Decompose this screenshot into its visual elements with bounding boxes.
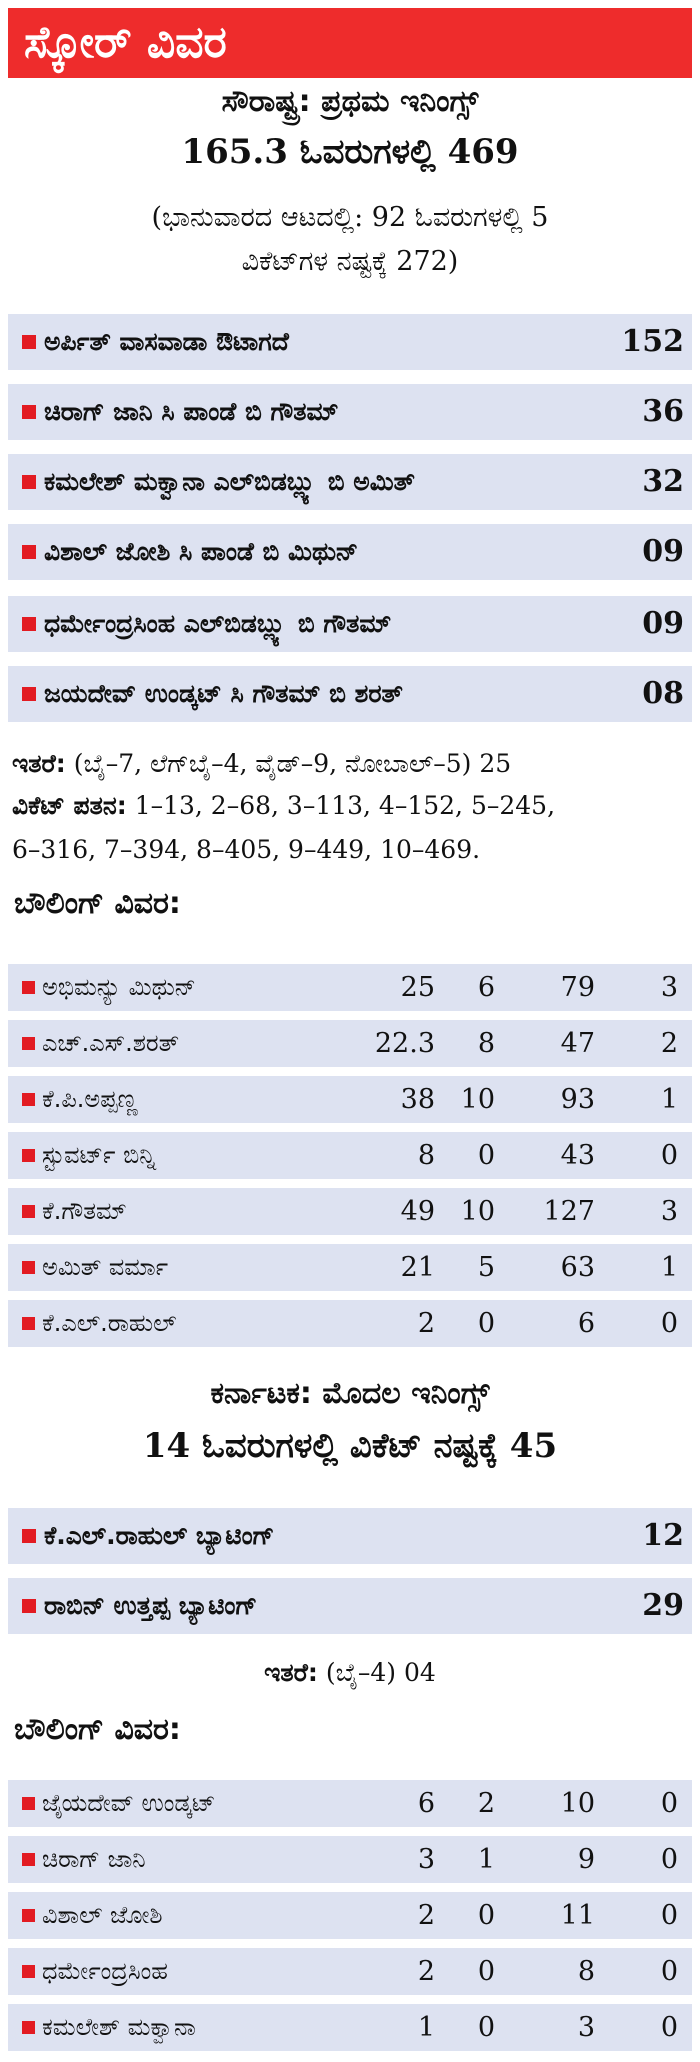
bowler-runs: 11 — [560, 1900, 595, 1931]
bowler-name: ಕೆ.ಎಲ್.ರಾಹುಲ್ — [42, 1309, 177, 1337]
batting-row — [8, 524, 692, 580]
bowler-runs: 3 — [577, 2012, 595, 2043]
bowler-wickets: 0 — [660, 1308, 678, 1339]
bowler-runs: 47 — [560, 1028, 595, 1059]
bowler-wickets: 1 — [660, 1252, 678, 1283]
bullet-square-icon — [22, 1599, 36, 1613]
bowler-runs: 8 — [577, 1956, 595, 1987]
bowler-runs: 43 — [560, 1140, 595, 1171]
bowler-overs: 21 — [400, 1252, 435, 1283]
bowling-row — [8, 1300, 692, 1347]
bullet-square-icon — [22, 405, 36, 419]
bullet-square-icon — [22, 545, 36, 559]
bullet-square-icon — [22, 1205, 35, 1218]
bowler-overs: 2 — [417, 1956, 435, 1987]
batting-row — [8, 454, 692, 510]
batsman-runs: 29 — [642, 1588, 684, 1623]
bowling-row — [8, 1948, 692, 1995]
bowling-row — [8, 1836, 692, 1883]
bowler-maidens: 2 — [477, 1788, 495, 1819]
bowler-name: ವಿಶಾಲ್ ಜೋಶಿ — [42, 1901, 163, 1929]
bullet-square-icon — [22, 1317, 35, 1330]
bowler-name: ಧರ್ಮೇಂದ್ರಸಿಂಹ — [42, 1957, 168, 1985]
batting-row — [8, 1508, 692, 1564]
bowler-runs: 79 — [560, 972, 595, 1003]
bowling-row — [8, 1244, 692, 1291]
bowler-name: ಕೆ.ಪಿ.ಅಪ್ಪಣ್ಣ — [42, 1085, 138, 1113]
bullet-square-icon — [22, 687, 36, 701]
fall-of-wickets-value: 1–13, 2–68, 3–113, 4–152, 5–245, — [134, 791, 556, 820]
batsman-dismissal: ಅರ್ಪಿತ್ ವಾಸವಾಡಾ ಔಟಾಗದೆ — [44, 327, 289, 356]
batsman-dismissal: ಜಯದೇವ್ ಉಂಡ್ಕಟ್ ಸಿ ಗೌತಮ್ ಬಿ ಶರತ್ — [44, 679, 403, 708]
bowler-wickets: 0 — [660, 1788, 678, 1819]
bowler-maidens: 0 — [477, 1308, 495, 1339]
bowling-row — [8, 2004, 692, 2051]
karnataka-innings-heading: ಕರ್ನಾಟಕ: ಮೊದಲ ಇನಿಂಗ್ಸ್ — [210, 1376, 490, 1411]
bowling-row — [8, 1892, 692, 1939]
bowler-name: ಚಿರಾಗ್ ಜಾನಿ — [42, 1845, 146, 1873]
bowler-maidens: 5 — [477, 1252, 495, 1283]
batting-row — [8, 384, 692, 440]
bowler-overs: 2 — [417, 1900, 435, 1931]
bullet-square-icon — [22, 1149, 35, 1162]
bowler-wickets: 0 — [660, 1140, 678, 1171]
bowler-overs: 38 — [400, 1084, 435, 1115]
bullet-square-icon — [22, 981, 35, 994]
bowler-wickets: 1 — [660, 1084, 678, 1115]
bullet-square-icon — [22, 1909, 35, 1922]
batsman-runs: 09 — [642, 606, 684, 641]
bowler-runs: 127 — [543, 1196, 595, 1227]
bowler-maidens: 1 — [477, 1844, 495, 1875]
bowler-runs: 93 — [560, 1084, 595, 1115]
bowler-wickets: 0 — [660, 2012, 678, 2043]
saurashtra-day-note-line1: (ಭಾನುವಾರದ ಆಟದಲ್ಲಿ: 92 ಓವರುಗಳಲ್ಲಿ 5 — [151, 202, 549, 233]
bowler-wickets: 0 — [660, 1956, 678, 1987]
fall-of-wickets-label: ವಿಕೆಟ್ ಪತನ: — [12, 791, 127, 820]
extras-label: ಇತರೆ: — [12, 749, 66, 778]
bowling-row — [8, 1780, 692, 1827]
bowler-maidens: 0 — [477, 1956, 495, 1987]
bowler-overs: 8 — [417, 1140, 435, 1171]
bowler-name: ಸ್ಟುವರ್ಟ್ ಬಿನ್ನಿ — [42, 1141, 156, 1169]
bowler-wickets: 3 — [660, 972, 678, 1003]
bowling-row — [8, 964, 692, 1011]
bowling-heading: ಬೌಲಿಂಗ್ ವಿವರ: — [14, 1712, 181, 1747]
batsman-runs: 32 — [642, 464, 684, 499]
bowler-maidens: 0 — [477, 2012, 495, 2043]
bowler-name: ಎಚ್.ಎಸ್.ಶರತ್ — [42, 1029, 180, 1057]
saurashtra-innings-heading: ಸೌರಾಷ್ಟ್ರ: ಪ್ರಥಮ ಇನಿಂಗ್ಸ್ — [221, 84, 479, 119]
bowler-name: ಜೈಯದೇವ್ ಉಂಡ್ಕಟ್ — [42, 1789, 216, 1817]
bullet-square-icon — [22, 1853, 35, 1866]
bowler-name: ಕಮಲೇಶ್ ಮಕ್ವಾನಾ — [42, 2013, 196, 2041]
extras-value: (ಬೈ–4) 04 — [325, 1658, 436, 1687]
bowler-overs: 25 — [400, 972, 435, 1003]
bowler-overs: 22.3 — [374, 1028, 435, 1059]
bowling-row — [8, 1132, 692, 1179]
karnataka-total-score: 14 ಓವರುಗಳಲ್ಲಿ ವಿಕೆಟ್ ನಷ್ಟಕ್ಕೆ 45 — [142, 1426, 558, 1466]
batsman-dismissal: ಚಿರಾಗ್ ಜಾನಿ ಸಿ ಪಾಂಡೆ ಬಿ ಗೌತಮ್ — [44, 397, 339, 426]
bowler-overs: 2 — [417, 1308, 435, 1339]
batsman-status: ರಾಬಿನ್ ಉತ್ತಪ್ಪ ಬ್ಯಾಟಿಂಗ್ — [44, 1591, 258, 1620]
extras-label: ಇತರೆ: — [264, 1658, 318, 1687]
bowler-maidens: 10 — [460, 1084, 495, 1115]
bullet-square-icon — [22, 1529, 36, 1543]
bowler-wickets: 0 — [660, 1844, 678, 1875]
batsman-runs: 09 — [642, 534, 684, 569]
batsman-status: ಕೆ.ಎಲ್.ರಾಹುಲ್ ಬ್ಯಾಟಿಂಗ್ — [44, 1521, 275, 1550]
bowler-name: ಅಮಿತ್ ವರ್ಮಾ — [42, 1253, 169, 1281]
scorecard-banner: ಸ್ಕೋರ್ ವಿವರ — [8, 8, 692, 78]
batsman-runs: 152 — [621, 324, 684, 359]
bowler-overs: 6 — [417, 1788, 435, 1819]
batsman-dismissal: ವಿಶಾಲ್ ಜೋಶಿ ಸಿ ಪಾಂಡೆ ಬಿ ಮಿಥುನ್ — [44, 537, 359, 566]
batting-row — [8, 1578, 692, 1634]
bullet-square-icon — [22, 617, 36, 631]
bowler-maidens: 6 — [477, 972, 495, 1003]
bowler-overs: 3 — [417, 1844, 435, 1875]
batting-row — [8, 666, 692, 722]
batting-row — [8, 596, 692, 652]
saurashtra-total-score: 165.3 ಓವರುಗಳಲ್ಲಿ 469 — [181, 132, 519, 172]
extras-value: (ಬೈ–7, ಲೆಗ್‌ಬೈ–4, ವೈಡ್–9, ನೋಬಾಲ್–5) 25 — [73, 749, 512, 778]
bowler-overs: 49 — [400, 1196, 435, 1227]
bowling-row — [8, 1020, 692, 1067]
batsman-runs: 36 — [642, 394, 684, 429]
bowler-runs: 10 — [560, 1788, 595, 1819]
fall-of-wickets-line1 — [12, 786, 688, 826]
batsman-runs: 12 — [642, 1518, 684, 1553]
bowler-overs: 1 — [417, 2012, 435, 2043]
fall-of-wickets-value: 6–316, 7–394, 8–405, 9–449, 10–469. — [12, 835, 481, 864]
bowler-maidens: 0 — [477, 1140, 495, 1171]
batsman-dismissal: ಕಮಲೇಶ್ ಮಕ್ವಾನಾ ಎಲ್‌ಬಿಡಬ್ಲ್ಯು ಬಿ ಅಮಿತ್ — [44, 467, 415, 496]
bowler-wickets: 3 — [660, 1196, 678, 1227]
bowler-runs: 6 — [577, 1308, 595, 1339]
bowler-maidens: 0 — [477, 1900, 495, 1931]
bullet-square-icon — [22, 2021, 35, 2034]
bowling-heading: ಬೌಲಿಂಗ್ ವಿವರ: — [14, 886, 181, 921]
bowler-runs: 63 — [560, 1252, 595, 1283]
karnataka-extras-line — [0, 1658, 700, 1688]
bullet-square-icon — [22, 1093, 35, 1106]
bowling-row — [8, 1076, 692, 1123]
bullet-square-icon — [22, 335, 36, 349]
bullet-square-icon — [22, 1965, 35, 1978]
bowler-name: ಕೆ.ಗೌತಮ್ — [42, 1197, 127, 1225]
bowler-maidens: 10 — [460, 1196, 495, 1227]
bowler-name: ಅಭಿಮನ್ಯು ಮಿಥುನ್ — [42, 973, 196, 1001]
bullet-square-icon — [22, 1037, 35, 1050]
batting-row — [8, 314, 692, 370]
extras-line — [12, 744, 688, 784]
batsman-runs: 08 — [642, 676, 684, 711]
bowler-wickets: 0 — [660, 1900, 678, 1931]
bullet-square-icon — [22, 475, 36, 489]
bullet-square-icon — [22, 1261, 35, 1274]
bullet-square-icon — [22, 1797, 35, 1810]
bowler-maidens: 8 — [477, 1028, 495, 1059]
saurashtra-day-note-line2: ವಿಕೆಟ್‌ಗಳ ನಷ್ಟಕ್ಕೆ 272) — [241, 246, 459, 277]
bowler-wickets: 2 — [660, 1028, 678, 1059]
fall-of-wickets-line2 — [12, 830, 688, 870]
batsman-dismissal: ಧರ್ಮೇಂದ್ರಸಿಂಹ ಎಲ್‌ಬಿಡಬ್ಲ್ಯು ಬಿ ಗೌತಮ್ — [44, 609, 392, 638]
bowler-runs: 9 — [577, 1844, 595, 1875]
bowling-row — [8, 1188, 692, 1235]
